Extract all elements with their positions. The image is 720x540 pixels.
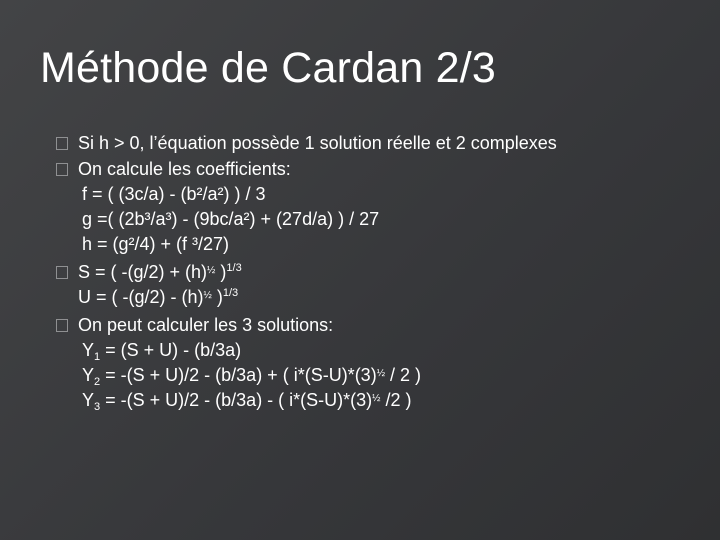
bullet-box-icon [56, 137, 68, 150]
bullet-box-icon [56, 163, 68, 176]
slide-title: Méthode de Cardan 2/3 [40, 44, 497, 92]
bullet-box-icon [56, 319, 68, 332]
bullet-box-icon [56, 266, 68, 279]
equation-s: S = ( $-(g/2) + (h)^{\frac{1}{2}}$ )$^{1/3}$ [78, 262, 242, 282]
